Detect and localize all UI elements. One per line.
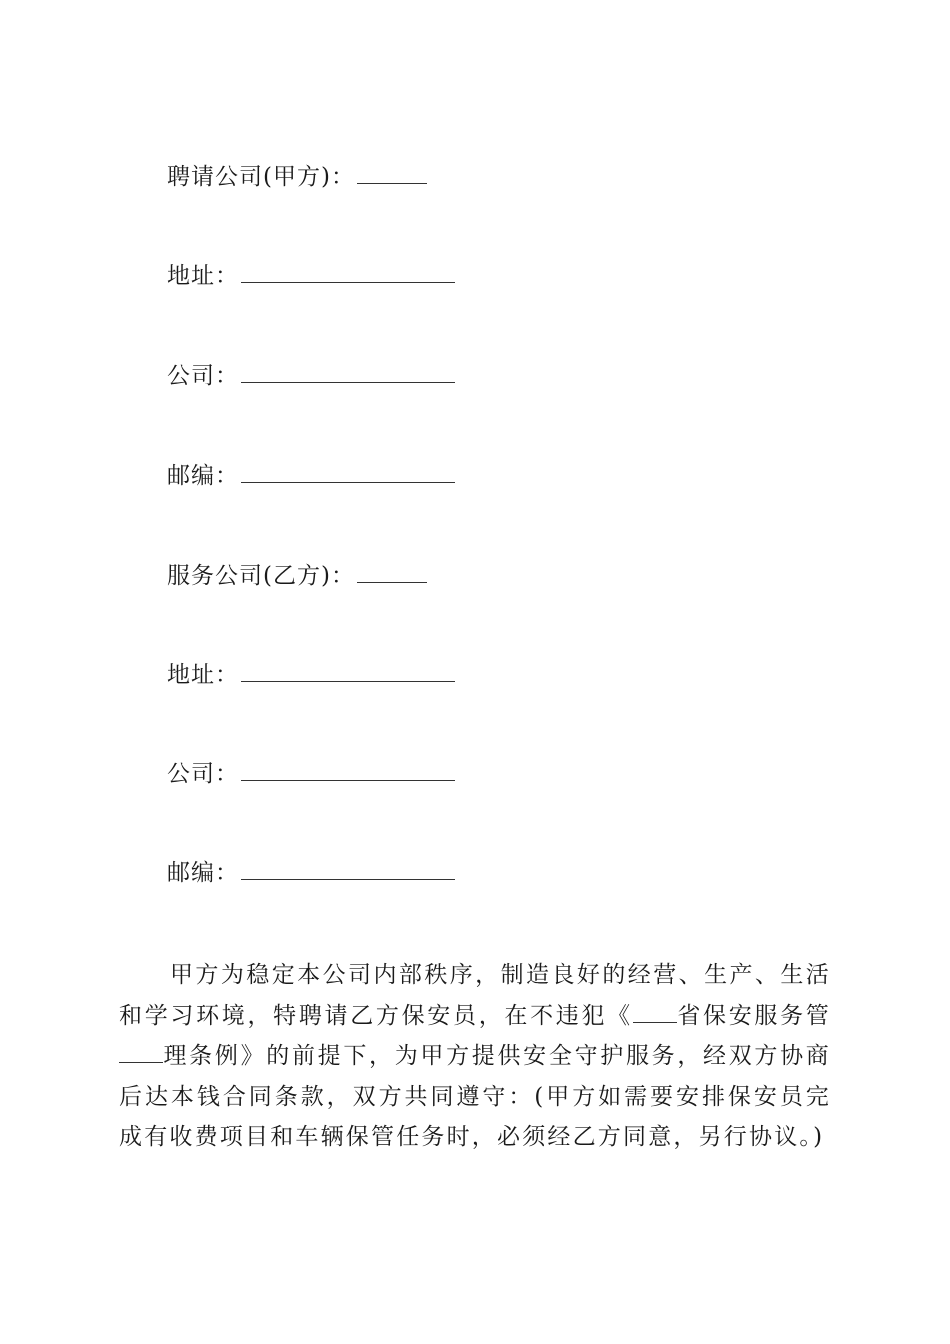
party-a-address-blank: [241, 260, 455, 283]
party-a-postcode-blank: [241, 460, 455, 483]
party-b-postcode-label: 邮编：: [167, 860, 239, 886]
party-b-address-row: [167, 659, 455, 691]
party-b-company-blank: [241, 758, 455, 781]
regulation-blank: [119, 1042, 163, 1063]
party-b-address-label: 地址：: [167, 662, 239, 688]
preamble-text-3: 理条例》的前提下，为甲方提供安全守护服务，经双方协商后达本钱合同条款，双方共同遵守：(甲方如需要安排保安员完成有收费项目和车辆保管任务时，必须经乙方同意，另行协议。): [119, 1043, 831, 1150]
party-a-company-row: [167, 360, 455, 392]
party-b-company-row: [167, 758, 455, 790]
party-a-postcode-label: 邮编：: [167, 463, 239, 489]
party-a-company-label: 公司：: [167, 363, 239, 389]
preamble-text-1: 甲方为稳定本公司内部秩序，制造良好的经营、生产、生活和学习环境，特聘请乙方保安员，在不违犯《: [119, 962, 831, 1029]
contract-preamble-paragraph: [119, 955, 831, 1158]
party-b-title-row: [167, 560, 427, 592]
party-a-postcode-row: [167, 460, 455, 492]
party-a-name-blank: [357, 161, 427, 184]
party-a-address-label: 地址：: [167, 263, 239, 289]
party-b-postcode-row: [167, 857, 455, 889]
party-b-postcode-blank: [241, 857, 455, 880]
preamble-text-2: 省保安服务管: [676, 1002, 831, 1029]
party-a-address-row: [167, 260, 455, 292]
party-a-company-blank: [241, 360, 455, 383]
party-b-address-blank: [241, 659, 455, 682]
party-b-company-label: 公司：: [167, 761, 239, 787]
party-a-title-row: [167, 161, 427, 193]
party-a-title: 聘请公司(甲方)：: [167, 164, 355, 190]
party-b-name-blank: [357, 560, 427, 583]
party-b-title: 服务公司(乙方)：: [167, 563, 355, 589]
province-blank: [633, 1002, 677, 1023]
